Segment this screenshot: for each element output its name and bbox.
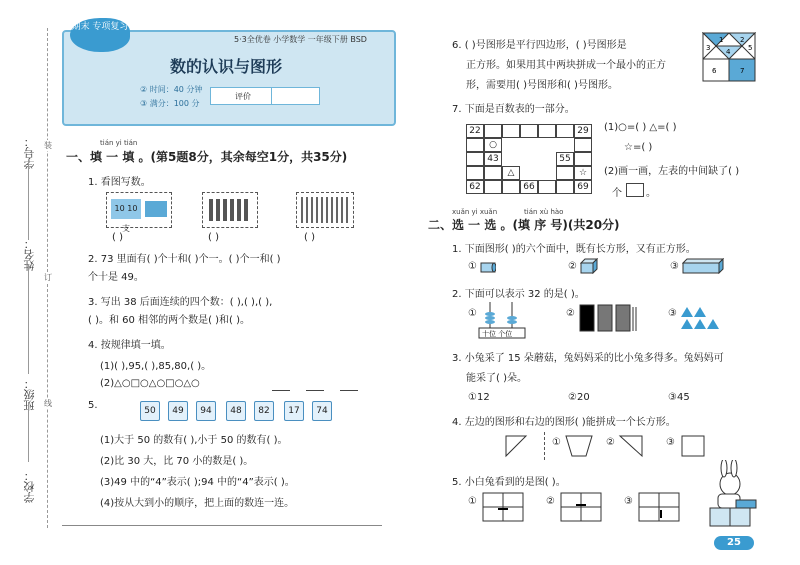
view-figure-3 — [638, 492, 680, 522]
hundred-cell: 55 — [556, 152, 574, 166]
name-line — [28, 264, 30, 374]
hundred-cell — [484, 166, 502, 180]
q1-pencils-image — [106, 192, 172, 233]
abacus-label: 十位 个位 — [482, 330, 513, 338]
left-bottom-rule — [62, 525, 382, 526]
s2-q4-opt-3[interactable]: ③ — [666, 437, 675, 448]
tangram-label: 1 — [719, 36, 724, 44]
tangram-figure — [702, 32, 756, 82]
triangles-icon — [680, 306, 720, 332]
q2-text-a: 2. 73 里面有( )个十和( )个一。( )个一和( ) — [88, 254, 281, 265]
q3-text-b: ( )。和 60 相邻的两个数是( )和( )。 — [88, 315, 251, 326]
evaluation-box — [210, 87, 320, 105]
q7-2b-text: 个 — [612, 188, 622, 199]
tangram-label: 2 — [740, 36, 745, 44]
q6-text-c: 形，需要用( )号图形和( )号图形。 — [466, 80, 618, 91]
q4-2-blank-3[interactable] — [340, 390, 358, 391]
hundred-cell — [574, 138, 592, 152]
hundred-cell — [556, 124, 574, 138]
q7-2-text: (2)画一画，左表的中间缺了( ) — [604, 166, 740, 177]
hundred-cell — [466, 138, 484, 152]
square-figure — [680, 434, 708, 458]
cube-shape-icon — [580, 258, 598, 274]
q7-2c-text: 。 — [646, 188, 656, 199]
q4-divider — [544, 432, 545, 460]
student-id-line — [28, 160, 30, 240]
s2-q5-opt-2[interactable]: ② — [546, 496, 555, 507]
s2-q3-text-b: 能采了( )朵。 — [466, 373, 527, 384]
number-card: 49 — [168, 401, 188, 421]
q5-2-text: (2)比 30 大，比 70 小的数是( )。 — [100, 456, 254, 467]
right-triangle-figure — [504, 434, 528, 458]
hundred-cell — [538, 124, 556, 138]
s2-q1-text: 1. 下面图形( )的六个面中，既有长方形，又有正方形。 — [452, 244, 696, 255]
page-number: 25 — [714, 536, 754, 550]
triangle-figure — [618, 434, 644, 458]
series-label: 5·3全优卷 小学数学 一年级下册 BSD — [234, 35, 367, 44]
full-score-label: ③ 满分：100 分 — [140, 99, 200, 108]
view-figure-2 — [560, 492, 602, 522]
q7-text: 7. 下面是百数表的一部分。 — [452, 104, 575, 115]
number-card: 74 — [312, 401, 332, 421]
q6-text-a: 6. ( )号图形是平行四边形，( )号图形是 — [452, 40, 627, 51]
q4-2-blank-2[interactable] — [306, 390, 324, 391]
q1-blocks-image — [202, 192, 258, 228]
pencil-box-icon: 10 10 支 — [111, 199, 141, 219]
student-id-label: 学号： — [23, 136, 36, 169]
hundred-cell — [520, 124, 538, 138]
tangram-label: 5 — [748, 44, 753, 52]
hundred-cell — [484, 124, 502, 138]
s2-q4-text: 4. 左边的图形和右边的图形( )能拼成一个长方形。 — [452, 417, 676, 428]
hundred-cell — [466, 152, 484, 166]
s2-q4-opt-1[interactable]: ① — [552, 437, 561, 448]
name-label: 姓名： — [23, 238, 36, 271]
tangram-label: 6 — [712, 67, 717, 75]
s2-q3-opt-3[interactable]: ③45 — [668, 392, 690, 403]
q5-3-text: (3)49 中的“4”表示( );94 中的“4”表示( )。 — [100, 477, 295, 488]
hundred-cell — [538, 180, 556, 194]
hundred-cell — [502, 180, 520, 194]
block-bundle-icon — [209, 199, 249, 221]
hundred-cell — [556, 166, 574, 180]
class-line — [28, 402, 30, 462]
cylinder-shape-icon — [480, 260, 496, 274]
blank-square-icon — [626, 183, 644, 197]
q5-label: 5. — [88, 400, 98, 411]
stick-bundle-icon — [301, 197, 349, 223]
tangram-label: 4 — [726, 48, 731, 56]
bind-mark-1: 装 — [44, 141, 52, 150]
q2-text-b: 个十是 49。 — [88, 272, 144, 283]
school-label: 学校： — [23, 470, 36, 503]
s2-q3-opt-2[interactable]: ②20 — [568, 392, 590, 403]
q4-text: 4. 按规律填一填。 — [88, 340, 171, 351]
q3-text-a: 3. 写出 38 后面连续的四个数：( ),( ),( ), — [88, 297, 273, 308]
hundred-cell — [574, 152, 592, 166]
q5-1-text: (1)大于 50 的数有( ),小于 50 的数有( )。 — [100, 435, 288, 446]
hundred-cell: ☆ — [574, 166, 592, 180]
s2-q5-opt-1[interactable]: ① — [468, 496, 477, 507]
section2-title: 二、选 一 选 。(填 序 号)(共20分) — [428, 218, 620, 232]
q4-1-text: (1)( ),95,( ),85,80,( )。 — [100, 361, 212, 372]
hundred-cell: 22 — [466, 124, 484, 138]
s2-q2-opt-3[interactable]: ③ — [668, 308, 677, 319]
hundred-cell: 43 — [484, 152, 502, 166]
cuboid-shape-icon — [682, 258, 724, 274]
q4-2-blank-1[interactable] — [272, 390, 290, 391]
s2-q5-text: 5. 小白兔看到的是图( )。 — [452, 477, 566, 488]
hundred-cell: 66 — [520, 180, 538, 194]
hundred-cell: 69 — [574, 180, 592, 194]
evaluation-label: 评价 — [235, 92, 251, 101]
class-label: 班级： — [23, 378, 36, 411]
hundred-cell — [556, 180, 574, 194]
bind-mark-3: 线 — [44, 399, 52, 408]
hundred-cell: 29 — [574, 124, 592, 138]
hundred-cell — [484, 180, 502, 194]
tangram-label: 3 — [706, 44, 711, 52]
number-card: 48 — [226, 401, 246, 421]
hundred-cell — [502, 124, 520, 138]
hundred-cell: △ — [502, 166, 520, 180]
s2-q5-opt-3[interactable]: ③ — [624, 496, 633, 507]
q1-blank-3[interactable]: ( ) — [304, 232, 315, 243]
s2-q2-text: 2. 下面可以表示 32 的是( )。 — [452, 289, 585, 300]
s2-q3-opt-1[interactable]: ①12 — [468, 392, 490, 403]
s2-q2-opt-1[interactable]: ① — [468, 308, 477, 319]
s2-q1-opt-3[interactable]: ③ — [670, 261, 679, 272]
tangram-label: 7 — [740, 67, 745, 75]
q7-1-text: (1)○=( ) △=( ) — [604, 122, 677, 133]
s2-q4-opt-2[interactable]: ② — [606, 437, 615, 448]
number-card: 17 — [284, 401, 304, 421]
number-card: 94 — [196, 401, 216, 421]
section2-pinyin-b: tián xù hào — [524, 208, 564, 216]
s2-q2-opt-2[interactable]: ② — [566, 308, 575, 319]
view-figure-1 — [482, 492, 524, 522]
time-label: ② 时间：40 分钟 — [140, 85, 203, 94]
bind-mark-2: 订 — [44, 273, 52, 282]
abacus-icon — [478, 300, 526, 340]
page-title: 数的认识与图形 — [170, 57, 283, 76]
review-badge: 期末 专项复习 — [70, 18, 130, 52]
q7-1b-text: ☆=( ) — [624, 142, 653, 153]
q1-blank-1[interactable]: ( ) — [112, 232, 123, 243]
trapezoid-figure — [564, 434, 594, 458]
s2-q1-opt-2[interactable]: ② — [568, 261, 577, 272]
evaluation-divider — [271, 88, 272, 104]
hundred-cell: ○ — [484, 138, 502, 152]
q6-text-b: 正方形。如果用其中两块拼成一个最小的正方 — [466, 60, 666, 71]
section1-title: 一、填 一 填 。(第5题8分，其余每空1分，共35分) — [66, 150, 348, 164]
q5-4-text: (4)按从大到小的顺序，把上面的数连一连。 — [100, 498, 295, 509]
q1-text: 1. 看图写数。 — [88, 177, 151, 188]
hundred-cell: 62 — [466, 180, 484, 194]
s2-q3-text-a: 3. 小兔采了 15 朵蘑菇，兔妈妈采的比小兔多得多。兔妈妈可 — [452, 353, 724, 364]
s2-q1-opt-1[interactable]: ① — [468, 261, 477, 272]
hundred-cell — [466, 166, 484, 180]
q4-2-text: (2)△○□○△○□○△○ — [100, 378, 200, 389]
section2-pinyin-a: xuǎn yi xuǎn — [452, 208, 498, 216]
pencil-bundle-icon — [145, 201, 167, 217]
rabbit-illustration — [700, 460, 760, 530]
stick-bundles-icon — [578, 303, 638, 335]
q1-blank-2[interactable]: ( ) — [208, 232, 219, 243]
number-card: 50 — [140, 401, 160, 421]
q1-sticks-image — [296, 192, 354, 228]
section1-pinyin: tián yi tián — [100, 139, 138, 147]
number-card: 82 — [254, 401, 274, 421]
